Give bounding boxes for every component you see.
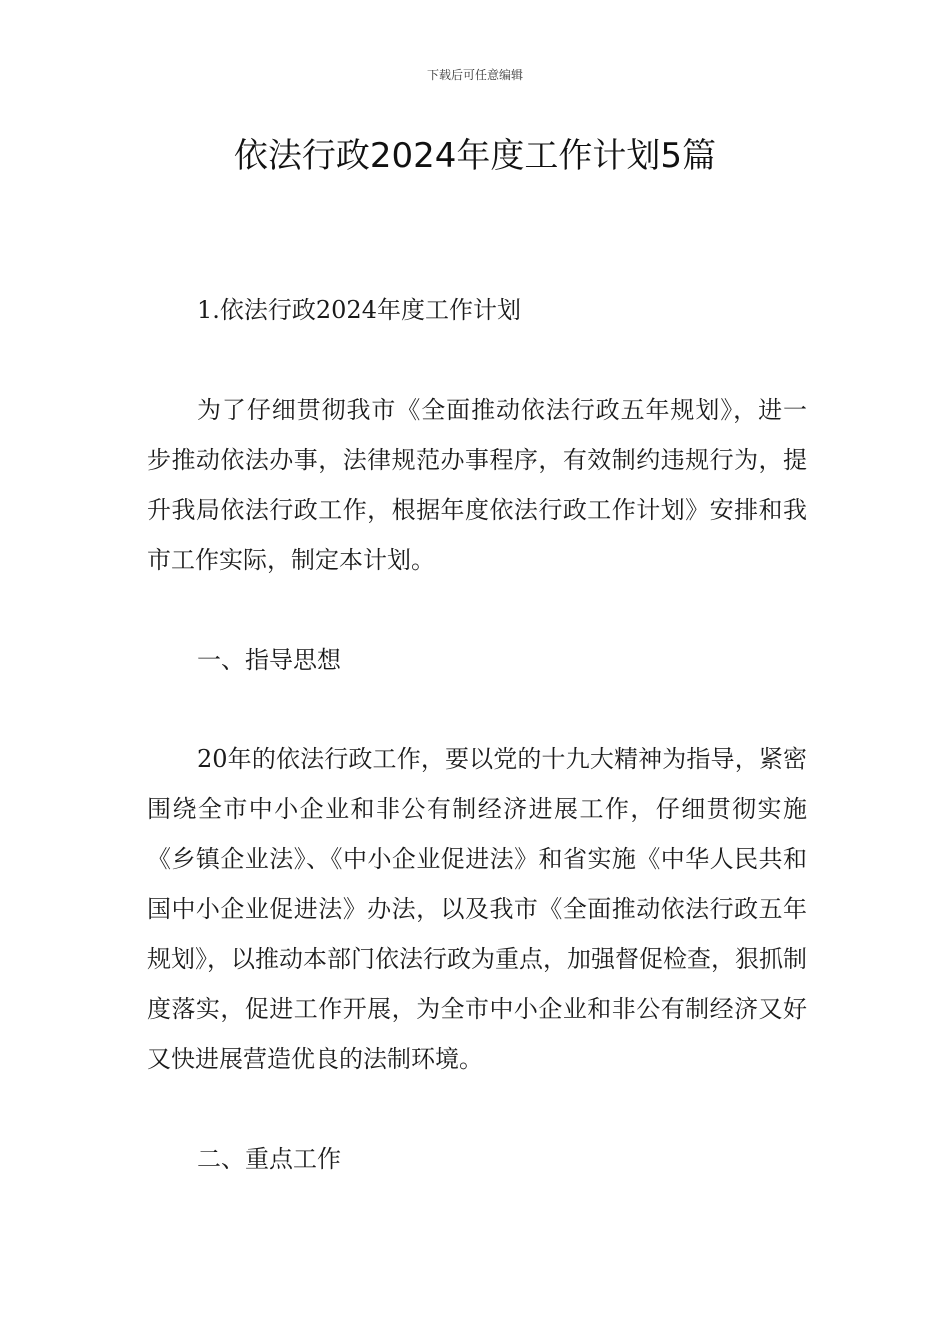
header-note: 下载后可任意编辑: [426, 68, 523, 82]
document-title: 依法行政2024年度工作计划5篇: [233, 136, 717, 176]
heading-guiding-ideology: 一、指导思想: [197, 646, 341, 674]
paragraph-guiding-ideology: 20年的依法行政工作，要以党的十九大精神为指导，紧密围绕全市中小企业和非公有制经济进展工作，仔细贯彻实施《乡镇企业法》、《中小企业促进法》和省实施《中华人民共和国中小企业促进法》办法，以及我市《全面推动依法行政五年规划》，以推动本部门依法行政为重点，加强督促检查，狠抓制度落实，促进工作开展，为全市中小企业和非公有制经济又好又快进展营造优良的法制环境。: [147, 745, 807, 1073]
document-body: [147, 285, 807, 1184]
section-title: 1.依法行政2024年度工作计划: [197, 296, 521, 324]
intro-paragraph: 为了仔细贯彻我市《全面推动依法行政五年规划》，进一步推动依法办事，法律规范办事程序，有效制约违规行为，提升我局依法行政工作，根据年度依法行政工作计划》安排和我市工作实际，制定本计划。: [147, 396, 807, 574]
heading-key-work: 二、重点工作: [197, 1145, 341, 1173]
